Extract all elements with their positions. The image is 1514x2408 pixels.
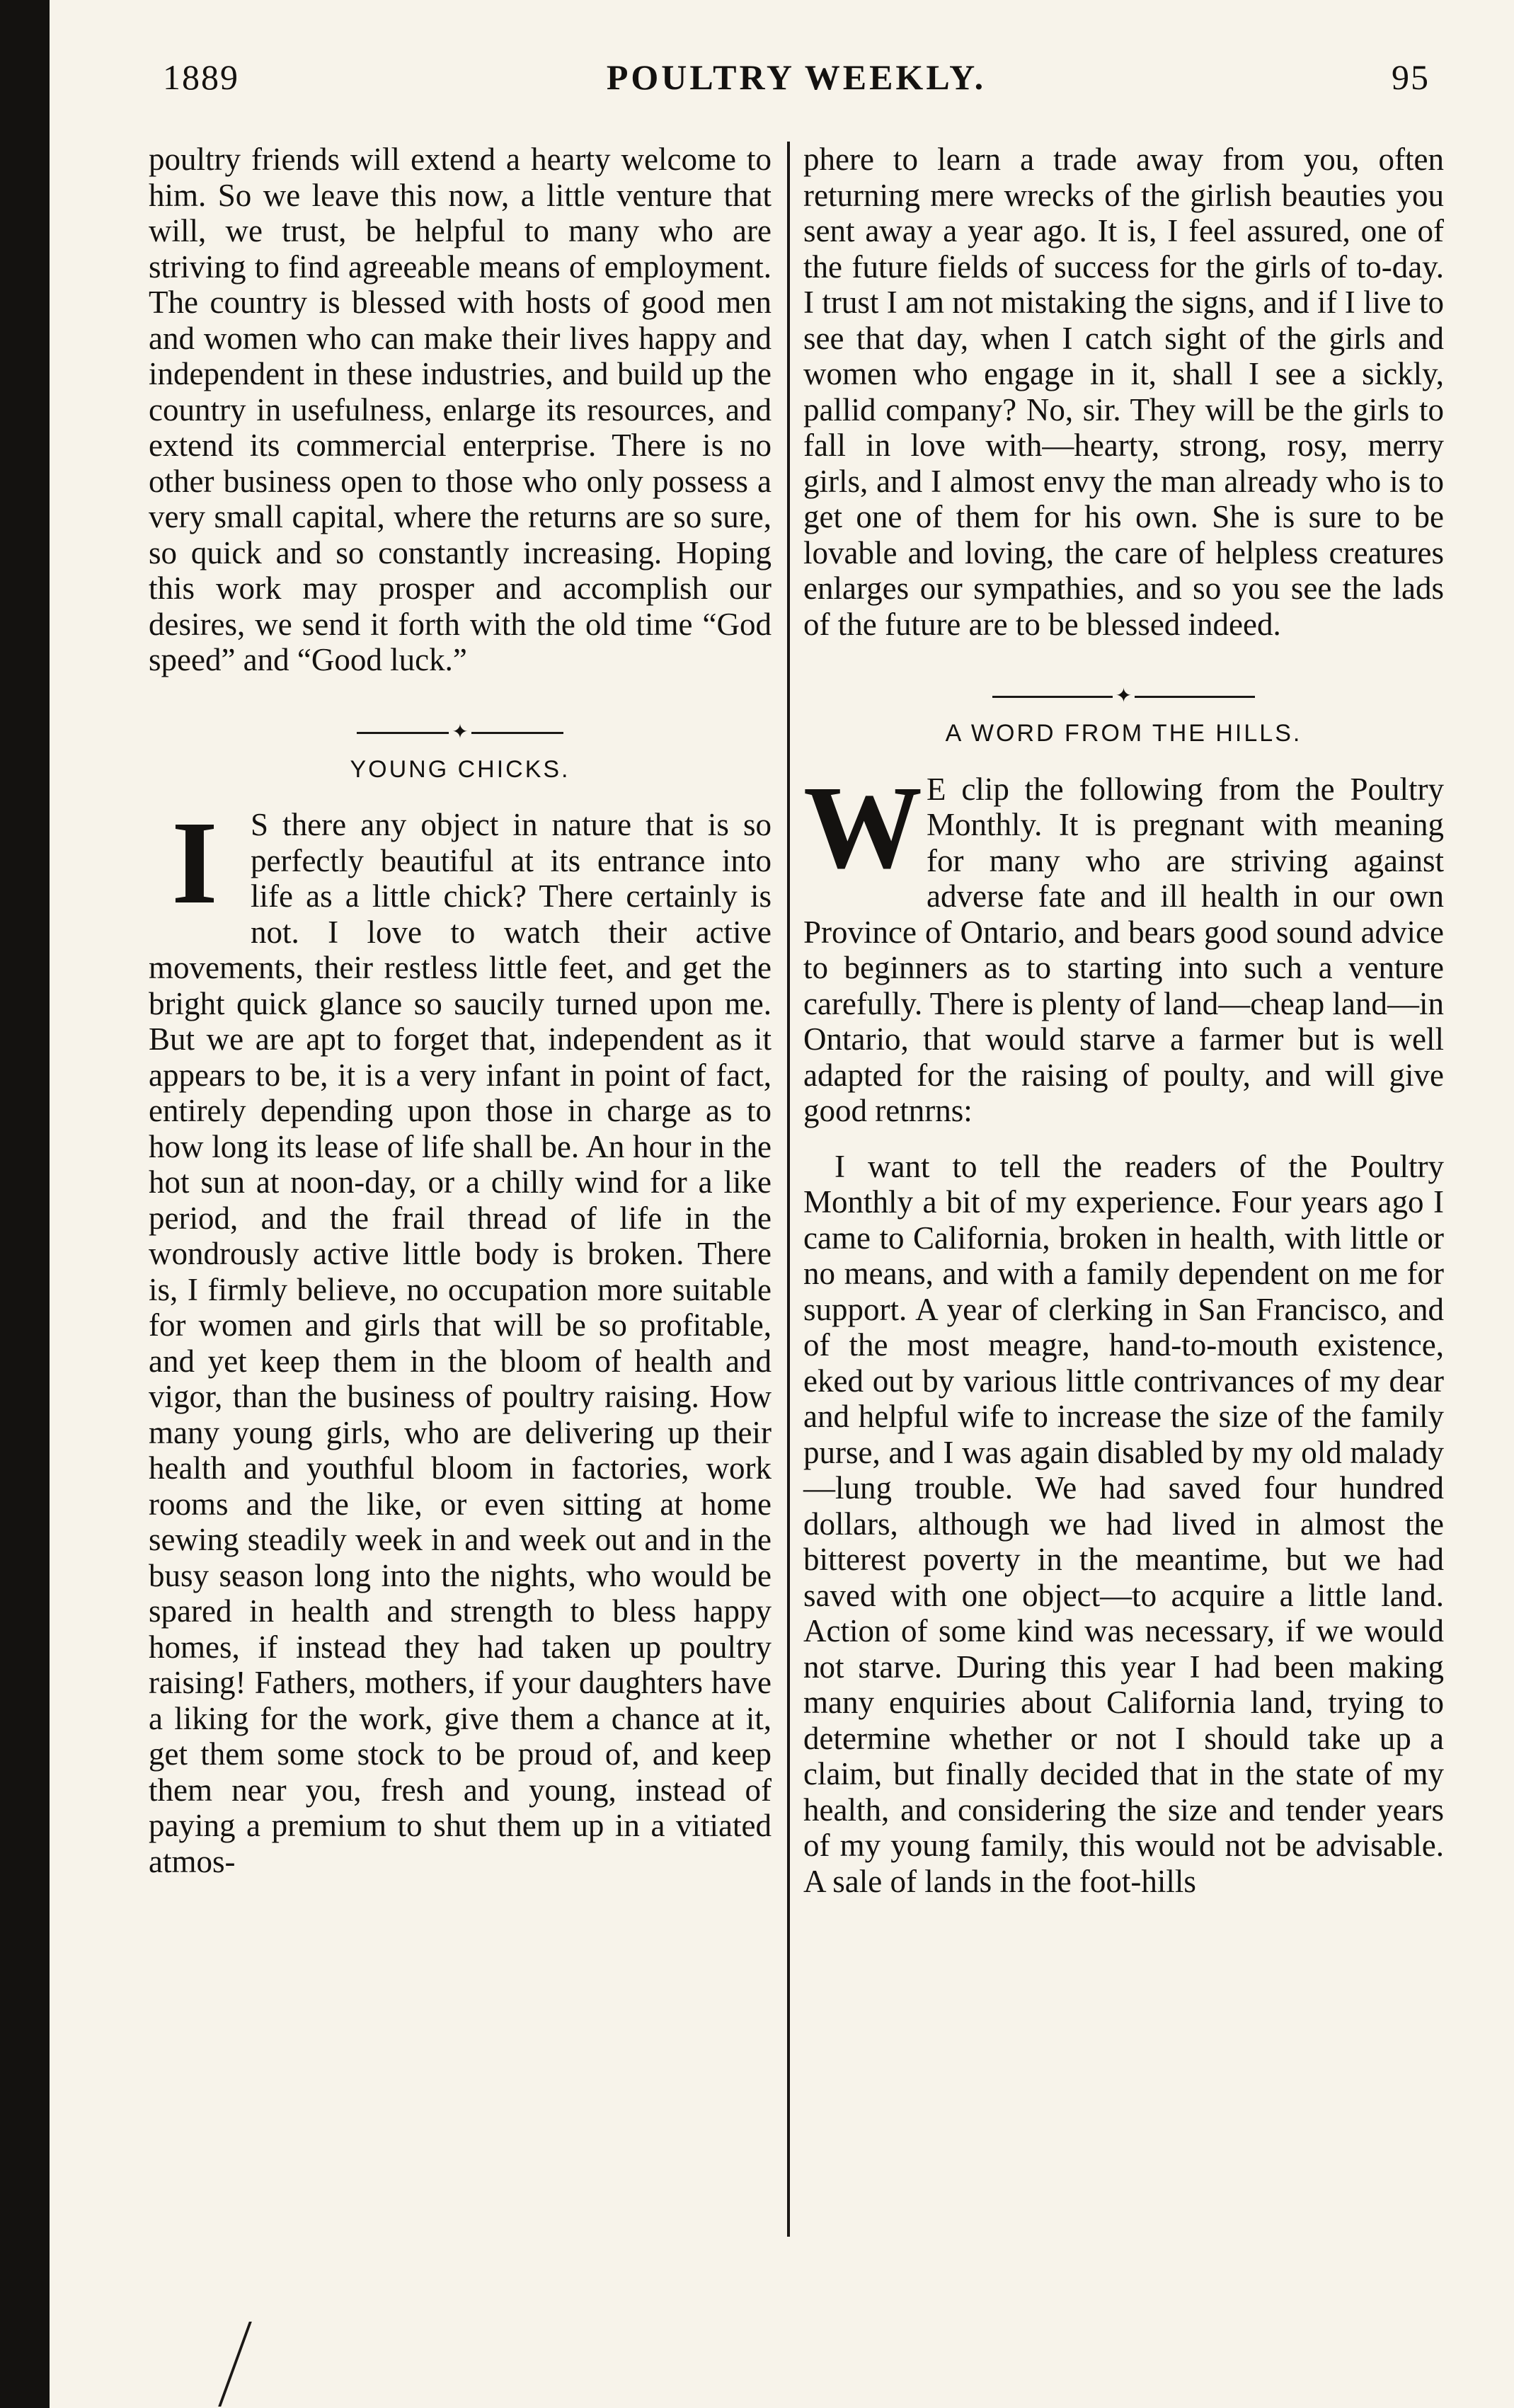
page-number: 95 <box>1392 57 1430 97</box>
continuation-paragraph: phere to learn a trade away from you, often returning mere wrecks of the girlish beauties you sent away a year ago. It is, I feel assured, one of the future fields of success for the girls of to-day. I trust I am not mistaking the signs, and if I live to see that day, when I catch sight of the girls and women who engage in it, shall I see a sickly, pallid company? No, sir. They will be the girls to fall in love with—hearty, strong, rosy, merry girls, and I almost envy the man already who is to get one of them for his own. She is sure to be lovable and loving, the care of helpless creatures enlarges our sympathies, and so you see the lads of the future are to be blessed indeed. <box>803 142 1444 642</box>
column-rule <box>787 142 790 2237</box>
drop-cap: I <box>171 797 218 929</box>
article-word-from-hills <box>803 761 1444 1129</box>
ink-mark <box>218 2322 259 2407</box>
article-young-chicks <box>149 797 772 1879</box>
binding-edge <box>0 0 50 2408</box>
intro-paragraph: poultry friends will extend a hearty welcome to him. So we leave this now, a little venture that will, we trust, be helpful to many who are striving to find agreeable means of employment. The country is blessed with hosts of good men and women who can make their lives happy and independent in these industries, and build up the country in usefulness, enlarge its resources, and extend its commercial enterprise. There is no other business open to those who only possess a very small capital, where the returns are so sure, so quick and so constantly increasing. Hoping this work may prosper and accomplish our desires, we send it forth with the old time “God speed” and “Good luck.” <box>149 142 772 677</box>
publication-title: POULTRY WEEKLY. <box>606 57 987 97</box>
section-title-word-from-hills: A WORD FROM THE HILLS. <box>945 720 1302 747</box>
section-title-young-chicks: YOUNG CHICKS. <box>350 755 570 783</box>
left-column <box>149 142 772 1879</box>
section-ornament: ✦ <box>149 712 772 726</box>
right-column <box>803 142 1444 1899</box>
running-header <box>163 57 1430 113</box>
article-intro: E clip the following from the Poultry Monthly. It is pregnant with meaning for many who are striving against adverse fate and ill health in our own Province of Ontario, and bears good sound advice to beginners as to starting into such a venture carefully. There is plenty of land—cheap land—in Ontario, that would starve a farmer but is well adapted for the raising of poulty, and will give good retnrns: <box>803 771 1444 1128</box>
letter-paragraph: I want to tell the readers of the Poultry Monthly a bit of my experience. Four years ago I came to California, broken in health, with little or no means, and with a family dependent on me for support. A year of clerking in San Francisco, and of the most meagre, hand-to-mouth existence, eked out by various little contrivances of my dear and helpful wife to increase the size of the family purse, and I was again disabled by my old malady—lung trouble. We had saved four hundred dollars, although we had lived in almost the bitterest poverty in the meantime, but we had saved with one object—to acquire a little land. Action of some kind was necessary, if we would not starve. During this year I had been making many enquiries about California land, trying to determine whether or not I should take up a claim, but finally decided that in the state of my health, and considering the size and tender years of my young family, this would not be advisable. A sale of lands in the foot-hills <box>803 1148 1444 1899</box>
drop-cap: W <box>803 761 922 893</box>
article-body: S there any object in nature that is so perfectly beautiful at its entrance into life as a little chick? There certainly is not. I love to watch their active movements, their restless little feet, and get the bright quick glance so saucily turned upon me. But we are apt to forget that, independent as it appears to be, it is a very infant in point of fact, entirely depending upon those in charge as to how long its lease of life shall be. An hour in the hot sun at noon-day, or a chilly wind for a like period, and the frail thread of life in the wondrously active little body is broken. There is, I firmly believe, no occupation more suitable for women and girls that will be so profitable, and yet keep them in the bloom of health and vigor, than the business of poultry raising. How many young girls, who are delivering up their health and youthful bloom in factories, work rooms and the like, or even sitting at home sewing steadily week in and week out and in the busy season long into the nights, who would be spared in health and strength to bless happy homes, if instead they had taken up poultry raising! Fathers, mothers, if your daughters have a liking for the work, give them a chance at it, get them some stock to be proud of, and keep them near you, fresh and young, instead of paying a premium to shut them up in a vitiated atmos- <box>149 807 772 1879</box>
header-year: 1889 <box>163 57 239 97</box>
section-ornament: ✦ <box>803 676 1444 690</box>
